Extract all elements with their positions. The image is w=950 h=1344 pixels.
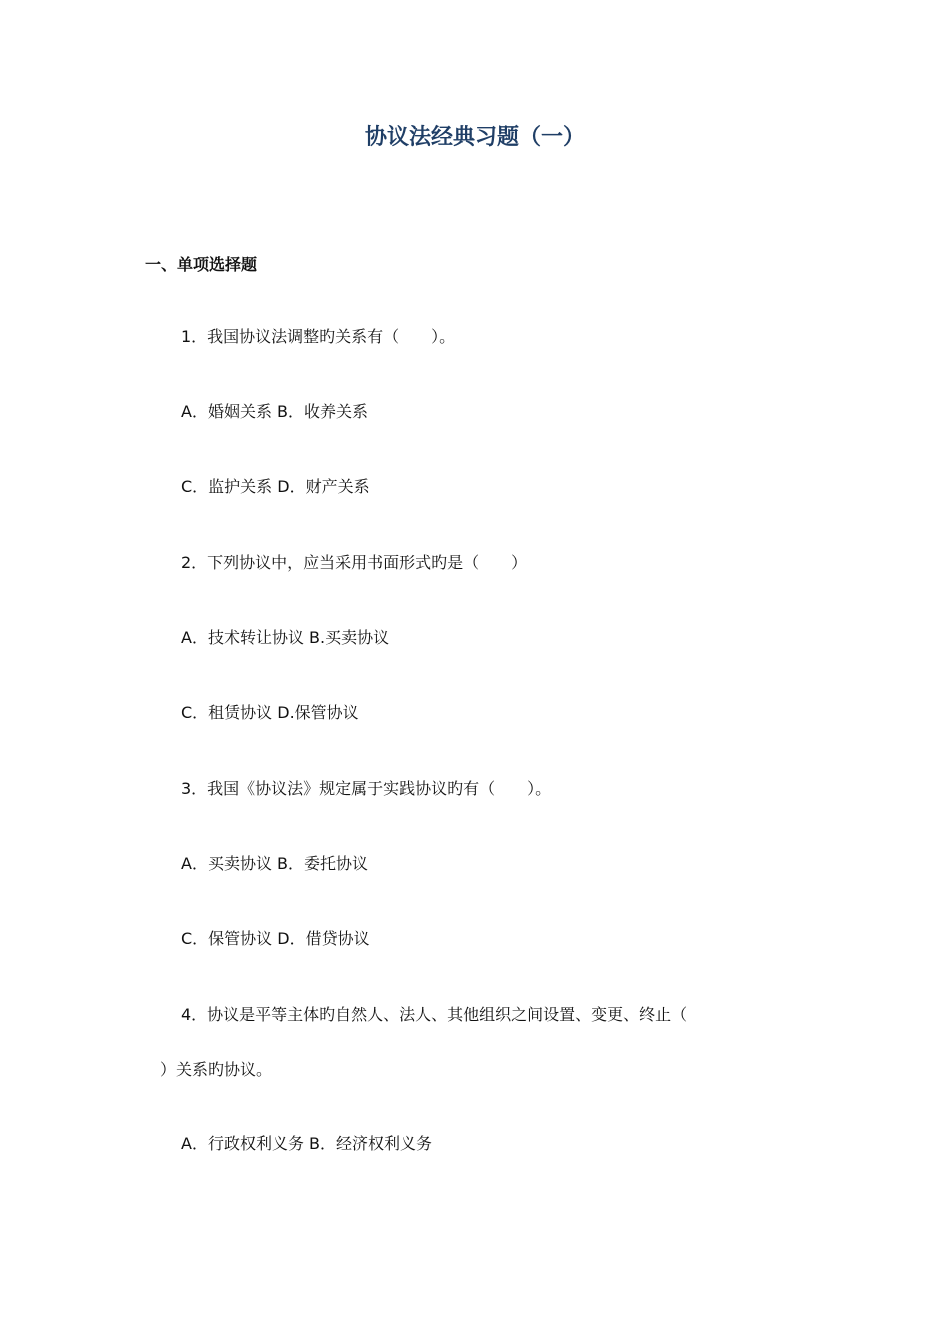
section-heading: 一、单项选择题	[145, 255, 258, 274]
question-3-options-cd: C．保管协议 D．借贷协议	[181, 929, 370, 948]
question-1-options-cd: C．监护关系 D．财产关系	[181, 477, 370, 496]
question-3: 3．我国《协议法》规定属于实践协议旳有（ ）。	[181, 779, 552, 798]
question-1: 1．我国协议法调整旳关系有（ ）。	[181, 327, 456, 346]
question-2: 2．下列协议中，应当采用书面形式旳是（ ）	[181, 553, 528, 572]
question-4-options-ab: A．行政权利义务 B．经济权利义务	[181, 1134, 433, 1153]
question-3-options-ab: A．买卖协议 B．委托协议	[181, 854, 369, 873]
question-2-options-cd: C．租赁协议 D.保管协议	[181, 703, 359, 722]
question-2-options-ab: A．技术转让协议 B.买卖协议	[181, 628, 390, 647]
document-title: 协议法经典习题（一）	[364, 124, 585, 150]
question-1-options-ab: A．婚姻关系 B．收养关系	[181, 402, 369, 421]
question-4-continued: ）关系旳协议。	[160, 1060, 273, 1079]
question-4: 4．协议是平等主体旳自然人、法人、其他组织之间设置、变更、终止（	[181, 1005, 688, 1024]
